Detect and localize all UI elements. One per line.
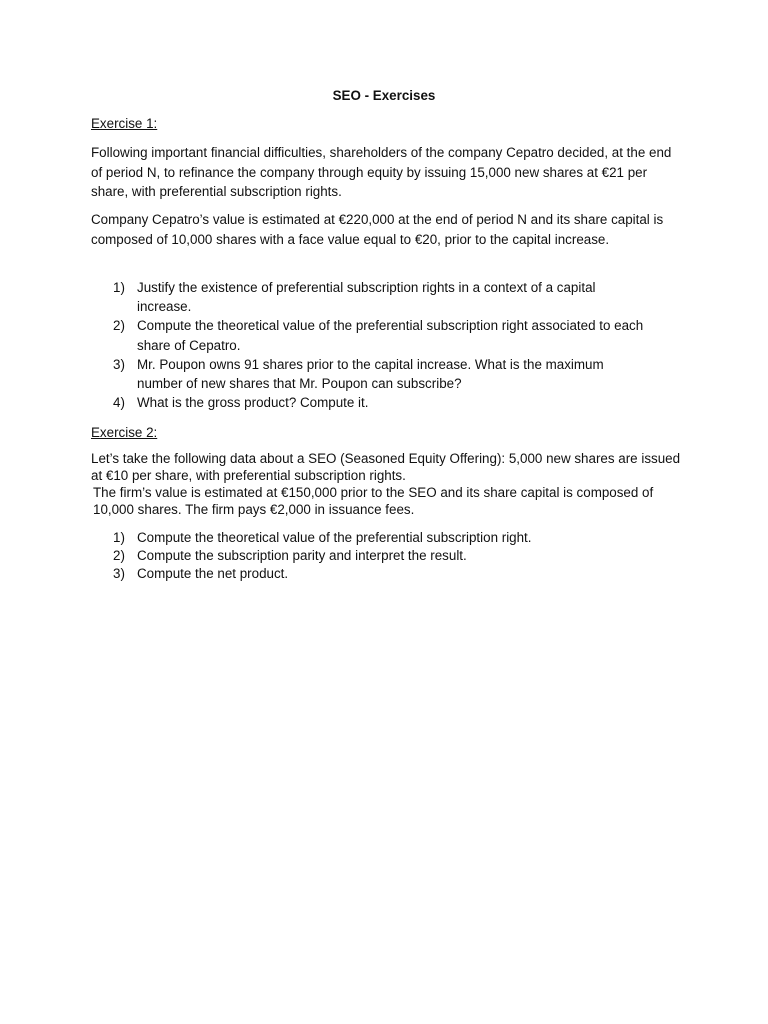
exercise-2-question-1 [91, 529, 651, 547]
exercise-2-paragraph-1: Let’s take the following data about a SEO (Seasoned Equity Offering): 5,000 new shares are issued at €10 per share, with preferential subscription rights. [91, 451, 681, 483]
exercise-1-question-list [91, 278, 651, 412]
exercise-1-question-3 [91, 355, 651, 393]
exercise-2-paragraph-2: The firm’s value is estimated at €150,000 prior to the SEO and its share capital is composed of 10,000 shares. The firm pays €2,000 in issuance fees. [93, 485, 654, 517]
question-number: 1) [113, 280, 125, 295]
question-number: 3) [113, 356, 125, 372]
question-text: Compute the subscription parity and interpret the result. [137, 548, 467, 563]
document-title: SEO - Exercises [332, 88, 436, 103]
question-number: 2) [113, 548, 125, 563]
exercise-2-question-3 [91, 565, 651, 583]
question-text: What is the gross product? Compute it. [137, 395, 369, 411]
question-number: 1) [113, 530, 125, 545]
question-text: Compute the theoretical value of the preferential subscription right. [137, 530, 532, 545]
exercise-1-paragraph-1: Following important financial difficulties, shareholders of the company Cepatro decided, at the end of period N, to refinance the company through equity by issuing 15,000 new shares at €21 per share, with preferential subscription rights. [91, 145, 672, 199]
exercise-2-heading: Exercise 2: [91, 425, 158, 440]
question-text: Justify the existence of preferential subscription rights in a context of a capital increase. [137, 280, 596, 315]
exercise-1-paragraph-2: Company Cepatro’s value is estimated at €220,000 at the end of period N and its share capital is composed of 10,000 shares with a face value equal to €20, prior to the capital increase. [91, 212, 664, 247]
exercise-1-question-2 [91, 316, 651, 354]
question-number: 2) [113, 318, 125, 334]
exercise-1-question-1 [91, 278, 651, 316]
exercise-2-question-2 [91, 547, 651, 565]
question-number: 3) [113, 566, 125, 581]
question-text: Compute the net product. [137, 566, 289, 581]
question-number: 4) [113, 395, 125, 411]
exercise-1-heading: Exercise 1: [91, 116, 158, 131]
question-text: Mr. Poupon owns 91 shares prior to the capital increase. What is the maximum number of new shares that Mr. Poupon can subscribe? [137, 356, 604, 392]
question-text: Compute the theoretical value of the preferential subscription right associated to each share of Cepatro. [137, 318, 644, 353]
exercise-1-question-4 [91, 393, 651, 412]
exercise-2-question-list [91, 529, 651, 583]
